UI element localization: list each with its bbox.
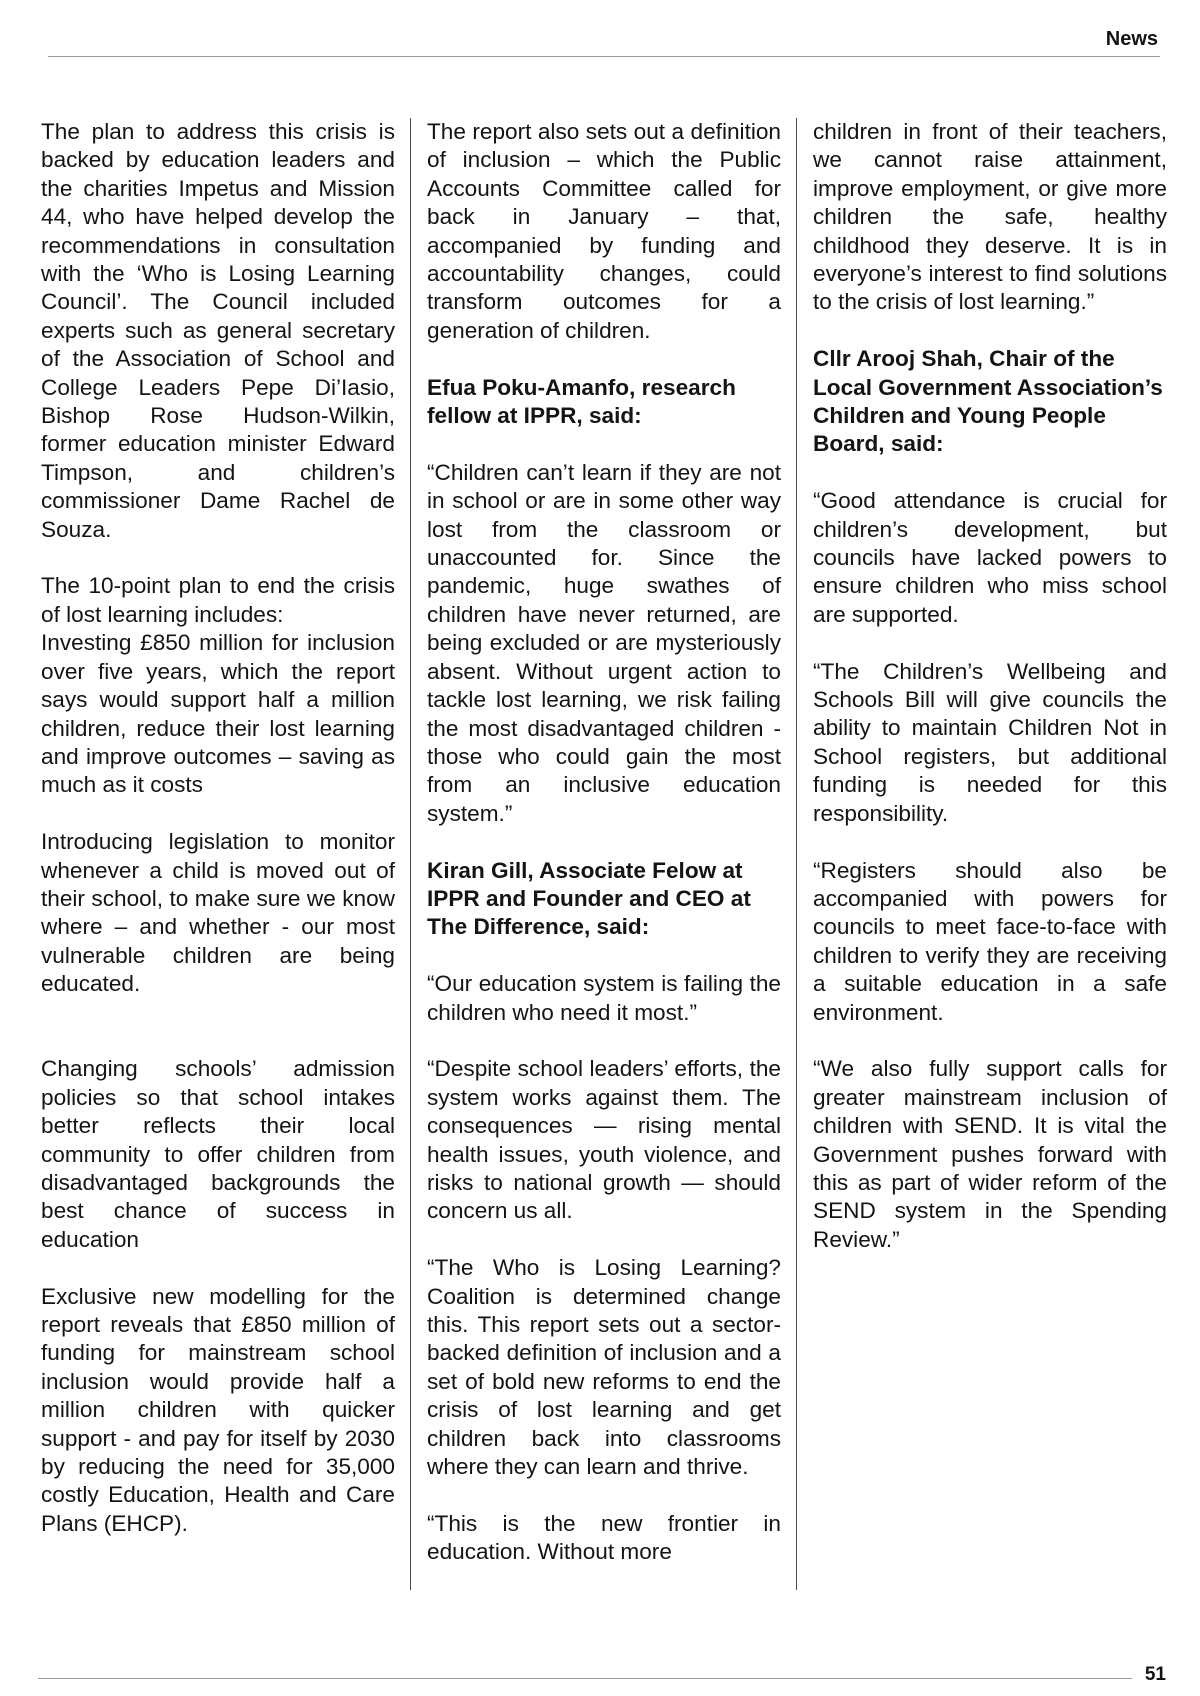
quote-paragraph: “Our education system is failing the children who need it most.” <box>427 971 781 1025</box>
speaker-attribution: Kiran Gill, Associate Felow at IPPR and Founder and CEO at The Difference, said: <box>427 857 751 940</box>
header-divider <box>48 56 1160 57</box>
paragraph: The plan to address this crisis is backed by education leaders and the charities Impetus and Mission 44, who have helped develop the recommendations in consultation with the ‘Who is Losing Learning Council’. The Council included experts such as general secretary of the Association of School and College Leaders Pepe Di’Iasio, Bishop Rose Hudson-Wilkin, former education minister Edward Timpson, and children’s commissioner Dame Rachel de Souza. <box>41 119 395 542</box>
quote-paragraph: “Children can’t learn if they are not in school or are in some other way lost from the classroom or unaccounted for. Since the pandemic, huge swathes of children have never returned, are being excluded or are mysteriously absent. Without urgent action to tackle lost learning, we risk failing the most disadvantaged children - those who could gain the most from an inclusive education system.” <box>427 459 781 826</box>
footer-divider <box>38 1678 1132 1679</box>
page-number: 51 <box>1144 1664 1166 1685</box>
quote-paragraph: “The Children’s Wellbeing and Schools Bill will give councils the ability to maintain Children Not in School registers, but additional funding is needed for this responsibility. <box>813 658 1167 826</box>
speaker-attribution: Efua Poku-Amanfo, research fellow at IPPR, said: <box>427 374 736 429</box>
column-divider <box>796 118 797 1590</box>
article-column-3 <box>813 118 1167 1254</box>
column-divider <box>410 118 411 1590</box>
paragraph: Introducing legislation to monitor whenever a child is moved out of their school, to make sure we know where – and whether - our most vulnerable children are being educated. <box>41 829 395 997</box>
quote-paragraph: “Despite school leaders’ efforts, the system works against them. The consequences — rising mental health issues, youth violence, and risks to national growth — should concern us all. <box>427 1056 781 1224</box>
quote-paragraph: children in front of their teachers, we cannot raise attainment, improve employment, or give more children the safe, healthy childhood they deserve. It is in everyone’s interest to find solutions to the crisis of lost learning.” <box>813 119 1167 315</box>
paragraph: The 10-point plan to end the crisis of lost learning includes: <box>41 573 395 627</box>
article-column-2 <box>427 118 781 1567</box>
speaker-attribution: Cllr Arooj Shah, Chair of the Local Government Association’s Children and Young People Board, said: <box>813 346 1163 457</box>
paragraph: The report also sets out a definition of inclusion – which the Public Accounts Committee called for back in January – that, accompanied by funding and accountability changes, could transform outcomes for a generation of children. <box>427 119 781 343</box>
quote-paragraph: “This is the new frontier in education. Without more <box>427 1510 781 1565</box>
quote-paragraph: “We also fully support calls for greater mainstream inclusion of children with SEND. It is vital the Government pushes forward with this as part of wider reform of the SEND system in the Spending Review.” <box>813 1056 1167 1252</box>
paragraph: Changing schools’ admission policies so that school intakes better reflects their local community to offer children from disadvantaged backgrounds the best chance of success in education <box>41 1056 395 1252</box>
paragraph: Investing £850 million for inclusion over five years, which the report says would support half a million children, reduce their lost learning and improve outcomes – saving as much as it costs <box>41 630 395 798</box>
quote-paragraph: “Good attendance is crucial for children’s development, but councils have lacked powers to ensure children who miss school are supported. <box>813 488 1167 627</box>
paragraph: Exclusive new modelling for the report reveals that £850 million of funding for mainstream school inclusion would provide half a million children with quicker support - and pay for itself by 2030 by reducing the need for 35,000 costly Education, Health and Care Plans (EHCP). <box>41 1283 395 1536</box>
quote-paragraph: “The Who is Losing Learning? Coalition is determined change this. This report sets out a sector-backed definition of inclusion and a set of bold new reforms to end the crisis of lost learning and get children back into classrooms where they can learn and thrive. <box>427 1255 781 1479</box>
article-column-1 <box>41 118 395 1538</box>
section-label: News <box>1105 28 1158 50</box>
quote-paragraph: “Registers should also be accompanied with powers for councils to meet face-to-face with children to verify they are receiving a suitable education in a safe environment. <box>813 857 1167 1025</box>
